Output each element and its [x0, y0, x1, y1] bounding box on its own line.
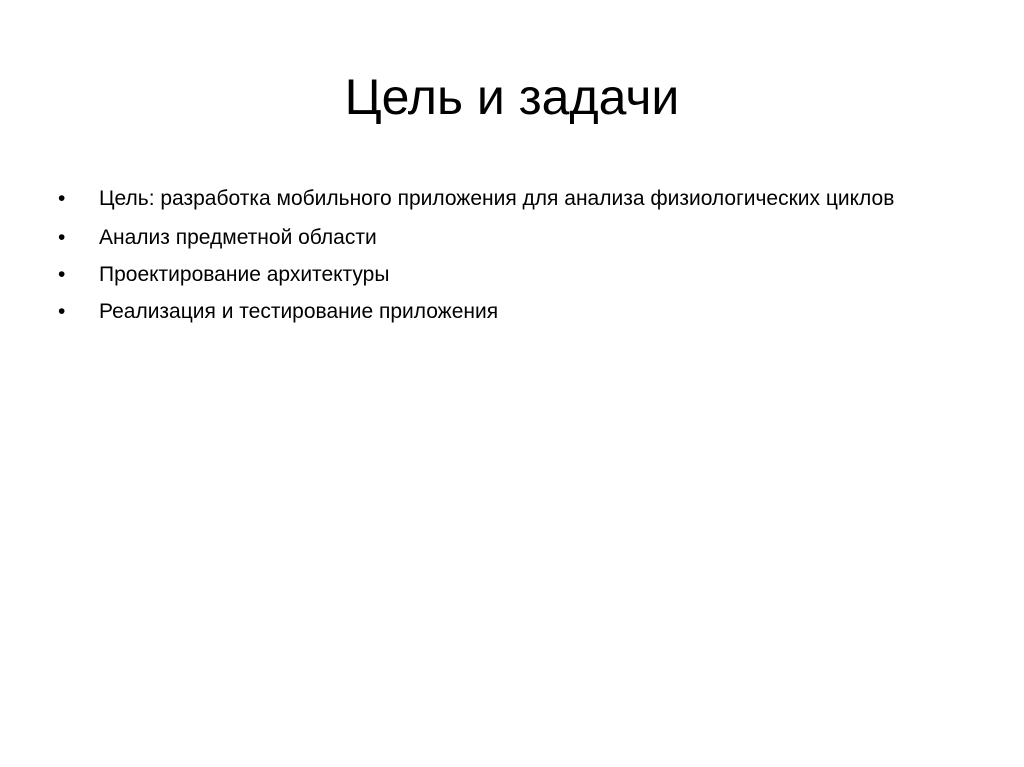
bullet-list: [58, 183, 938, 333]
bullet-text: Анализ предметной области: [99, 226, 377, 249]
list-item: [58, 183, 938, 214]
list-item: [58, 296, 938, 327]
list-item: [58, 259, 938, 290]
bullet-text: Реализация и тестирование приложения: [99, 300, 499, 323]
list-item: [58, 222, 938, 253]
bullet-icon: •: [58, 263, 66, 286]
bullet-icon: •: [58, 300, 66, 323]
bullet-text: Цель: разработка мобильного приложения для анализа физиологических циклов: [99, 187, 895, 210]
bullet-icon: •: [58, 226, 66, 249]
slide-title: Цель и задачи: [344, 69, 680, 125]
bullet-text: Проектирование архитектуры: [99, 263, 390, 286]
bullet-icon: •: [58, 187, 66, 210]
